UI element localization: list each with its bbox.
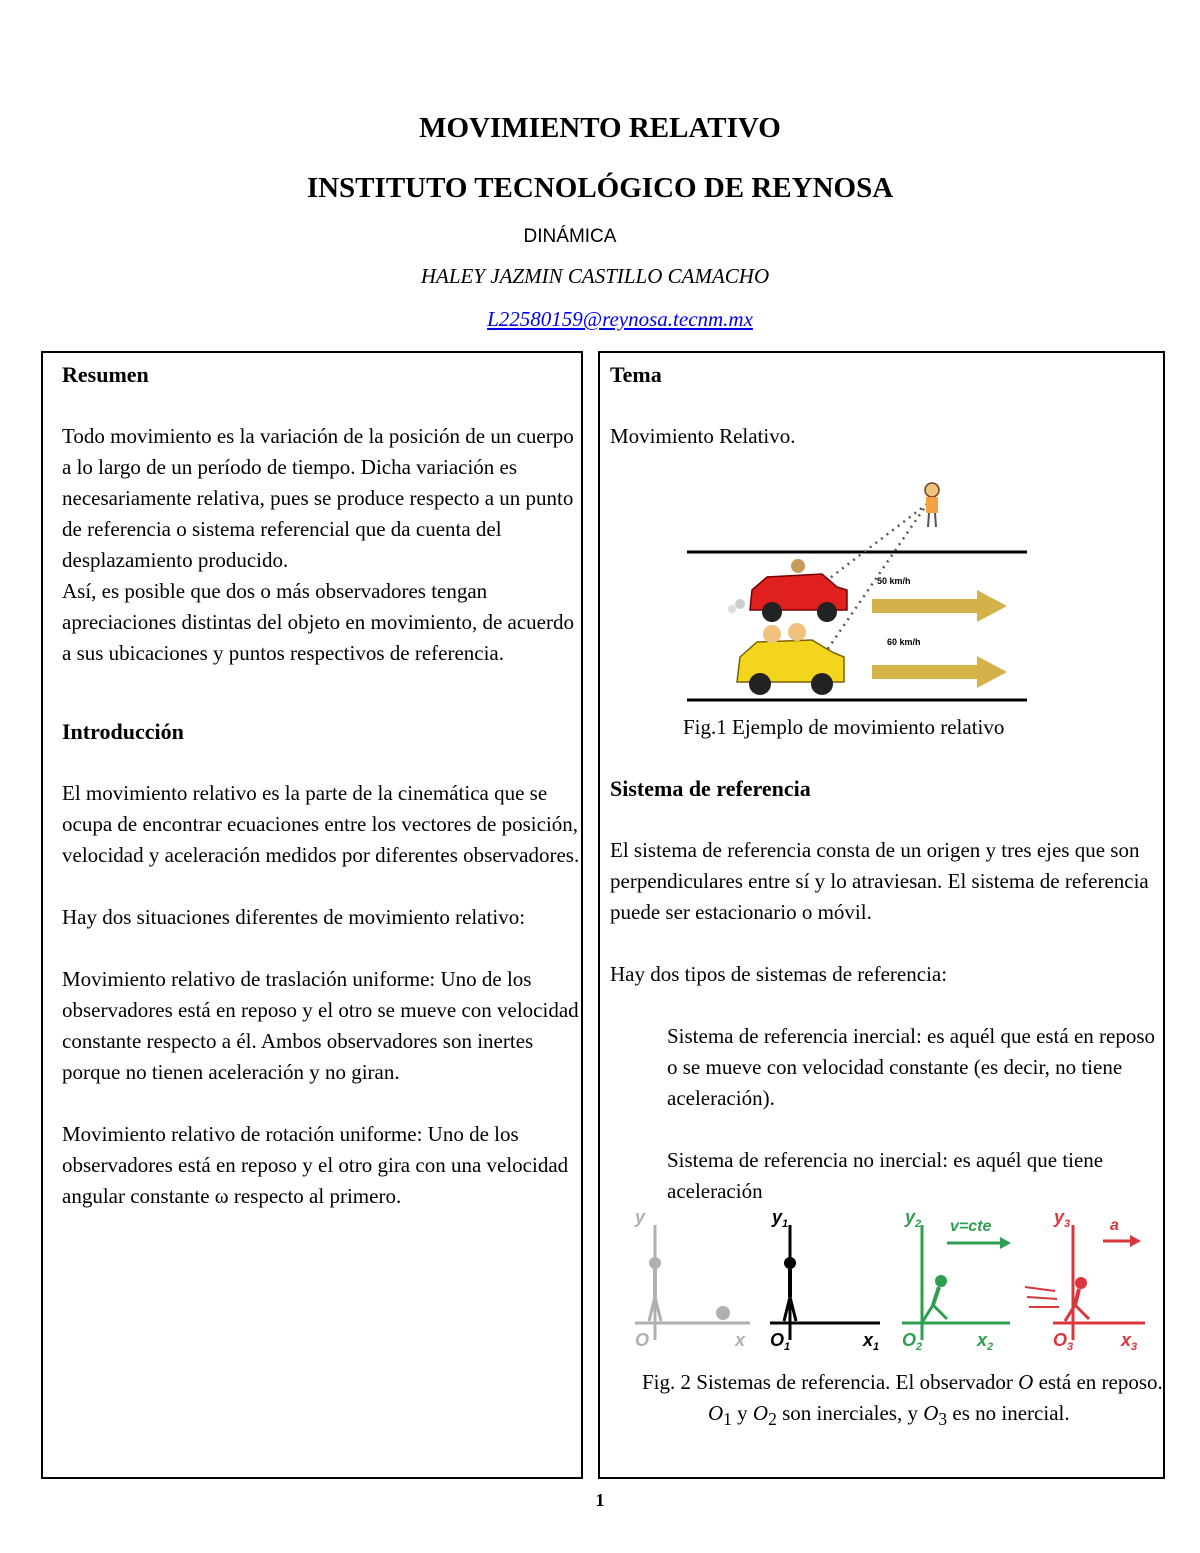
panel-4-noninertial-observer-3 <box>1025 1225 1145 1340</box>
sistema-inercial-item: Sistema de referencia inercial: es aquél que está en reposo o se mueve con velocidad constante (es decir, no tiene aceleración). <box>667 1024 1156 1110</box>
resumen-paragraph-1: Todo movimiento es la variación de la posición de un cuerpo a lo largo de un período de tiempo. Dicha variación es necesariamente relativa, pues se produce respecto a un punto de referencia o sistema referencial que da cuenta del desplazamiento producido. <box>62 424 574 572</box>
panel-1-o-label: O <box>635 1330 650 1350</box>
panel-3-y-label: $y_2$ <box>905 1207 922 1230</box>
figure-2-reference-systems <box>625 1205 1145 1353</box>
panel-3-velocity-label: v=cte <box>950 1218 992 1235</box>
tema-heading: Tema <box>610 362 662 387</box>
panel-2-o-label: $O_1$ <box>770 1330 791 1353</box>
panel-3-o-label: $O_2$ <box>902 1330 923 1353</box>
intro-paragraph-1: El movimiento relativo es la parte de la cinemática que se ocupa de encontrar ecuaciones entre los vectores de posición, velocidad y aceleración medidos por diferentes observadores. <box>62 781 580 867</box>
panel-3-x-label: $x_2$ <box>977 1330 994 1353</box>
sistema-paragraph-2: Hay dos tipos de sistemas de referencia: <box>610 962 948 986</box>
tema-text: Movimiento Relativo. <box>610 424 796 448</box>
author-name: HALEY JAZMIN CASTILLO CAMACHO <box>420 264 770 288</box>
panel-2-y-label: $y_1$ <box>772 1207 789 1230</box>
arrow-60kmh <box>872 656 1007 688</box>
panel-4-acceleration-label: a <box>1110 1217 1119 1234</box>
panel-4-y-label: $y_3$ <box>1054 1207 1071 1230</box>
resumen-paragraph-2: Así, es posible que dos o más observadores tengan apreciaciones distintas del objeto en movimiento, de acuerdo a sus ubicaciones y puntos respectivos de referencia. <box>62 579 574 665</box>
course-name: DINÁMICA <box>523 226 617 247</box>
yellow-car-icon <box>737 623 844 695</box>
panel-4-x-label: $x_3$ <box>1121 1330 1138 1353</box>
panel-1-rest-observer <box>635 1225 750 1340</box>
speed-label-top: 50 km/h <box>877 576 911 586</box>
intro-paragraph-4: Movimiento relativo de rotación uniforme: Uno de los observadores está en reposo y el otro gira con una velocidad angular constante ω respecto al primero. <box>62 1122 569 1208</box>
red-car-icon <box>728 559 847 622</box>
panel-3-inertial-observer-2 <box>902 1225 1011 1340</box>
arrow-50kmh <box>872 590 1007 622</box>
panel-1-x-label: x <box>735 1330 746 1350</box>
left-column <box>41 351 583 1479</box>
right-column <box>598 351 1165 1479</box>
sistema-paragraph-1: El sistema de referencia consta de un origen y tres ejes que son perpendiculares entre sí y lo atraviesan. El sistema de referencia puede ser estacionario o móvil. <box>610 838 1149 924</box>
panel-4-o-label: $O_3$ <box>1053 1330 1074 1353</box>
intro-paragraph-3: Movimiento relativo de traslación uniforme: Uno de los observadores está en reposo y el otro se mueve con velocidad constante respecto a él. Ambos observadores son inertes porque no tienen aceleración y no giran. <box>62 967 579 1084</box>
introduccion-heading: Introducción <box>62 719 184 744</box>
observer-person-icon <box>925 483 939 527</box>
sistema-heading: Sistema de referencia <box>610 776 811 801</box>
email-link[interactable]: L22580159@reynosa.tecnm.mx <box>487 307 753 331</box>
page-number: 1 <box>595 1490 605 1510</box>
document-title: MOVIMIENTO RELATIVO <box>419 112 781 144</box>
email-line <box>20 307 1200 332</box>
figure-1-relative-motion-illustration <box>672 482 1032 712</box>
figure-2-caption: Fig. 2 Sistemas de referencia. El observador O está en reposo. $O_1$ y $O_2$ son inerciales, y $O_3$ es no inercial. <box>642 1370 1163 1430</box>
sistema-no-inercial-item: Sistema de referencia no inercial: es aquél que tiene aceleración <box>667 1148 1104 1203</box>
panel-1-y-label: y <box>635 1207 646 1227</box>
figure-1-caption: Fig.1 Ejemplo de movimiento relativo <box>683 715 1005 739</box>
intro-paragraph-2: Hay dos situaciones diferentes de movimiento relativo: <box>62 905 526 929</box>
panel-2-inertial-observer-1 <box>770 1225 880 1340</box>
institution-name: INSTITUTO TECNOLÓGICO DE REYNOSA <box>306 172 894 204</box>
panel-2-x-label: $x_1$ <box>863 1330 880 1353</box>
resumen-heading: Resumen <box>62 362 149 387</box>
speed-label-bottom: 60 km/h <box>887 637 921 647</box>
